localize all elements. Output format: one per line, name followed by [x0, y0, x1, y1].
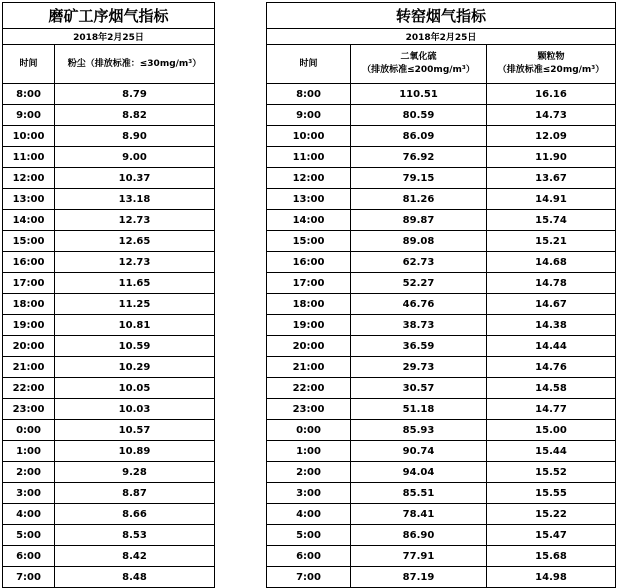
particulate-value-cell: 14.91	[487, 189, 616, 210]
time-cell: 13:00	[3, 189, 55, 210]
particulate-value-cell: 14.78	[487, 273, 616, 294]
particulate-value-cell: 13.67	[487, 168, 616, 189]
dust-value-cell: 11.65	[55, 273, 215, 294]
dust-value-cell: 10.03	[55, 399, 215, 420]
time-cell: 14:00	[267, 210, 351, 231]
time-cell: 4:00	[3, 504, 55, 525]
table-row	[267, 336, 616, 357]
time-cell: 9:00	[267, 105, 351, 126]
dust-value-cell: 13.18	[55, 189, 215, 210]
so2-value-cell: 85.51	[351, 483, 487, 504]
dust-value-cell: 12.73	[55, 210, 215, 231]
time-cell: 2:00	[3, 462, 55, 483]
left-col-header-dust: 粉尘（排放标准：≤30mg/m³）	[55, 45, 215, 84]
table-row	[267, 126, 616, 147]
time-cell: 13:00	[267, 189, 351, 210]
table-row	[3, 105, 215, 126]
dust-value-cell: 8.66	[55, 504, 215, 525]
table-row	[267, 147, 616, 168]
table-row	[3, 525, 215, 546]
particulate-value-cell: 15.47	[487, 525, 616, 546]
time-cell: 6:00	[3, 546, 55, 567]
particulate-value-cell: 15.52	[487, 462, 616, 483]
table-row	[3, 189, 215, 210]
dust-value-cell: 8.48	[55, 567, 215, 588]
time-cell: 14:00	[3, 210, 55, 231]
time-cell: 0:00	[3, 420, 55, 441]
table-row	[3, 546, 215, 567]
right-table-date: 2018年2月25日	[267, 29, 616, 45]
dust-value-cell: 10.81	[55, 315, 215, 336]
time-cell: 5:00	[267, 525, 351, 546]
time-cell: 19:00	[3, 315, 55, 336]
time-cell: 9:00	[3, 105, 55, 126]
particulate-value-cell: 14.44	[487, 336, 616, 357]
particulate-value-cell: 12.09	[487, 126, 616, 147]
table-row	[267, 315, 616, 336]
dust-value-cell: 8.53	[55, 525, 215, 546]
table-row	[3, 210, 215, 231]
time-cell: 16:00	[267, 252, 351, 273]
dust-value-cell: 8.90	[55, 126, 215, 147]
dust-value-cell: 11.25	[55, 294, 215, 315]
dust-value-cell: 10.05	[55, 378, 215, 399]
table-row	[267, 294, 616, 315]
so2-value-cell: 36.59	[351, 336, 487, 357]
table-row	[267, 420, 616, 441]
right-col-header-time: 时间	[267, 45, 351, 84]
time-cell: 17:00	[3, 273, 55, 294]
dust-value-cell: 8.82	[55, 105, 215, 126]
dust-value-cell: 9.28	[55, 462, 215, 483]
right-col-header-so2	[351, 45, 487, 84]
so2-value-cell: 46.76	[351, 294, 487, 315]
time-cell: 21:00	[3, 357, 55, 378]
table-row	[267, 357, 616, 378]
table-row	[267, 231, 616, 252]
time-cell: 10:00	[267, 126, 351, 147]
time-cell: 20:00	[3, 336, 55, 357]
particulate-value-cell: 15.74	[487, 210, 616, 231]
dust-value-cell: 10.57	[55, 420, 215, 441]
particulate-value-cell: 15.44	[487, 441, 616, 462]
table-row	[3, 441, 215, 462]
particulate-value-cell: 16.16	[487, 84, 616, 105]
table-row	[3, 168, 215, 189]
particulate-value-cell: 14.76	[487, 357, 616, 378]
so2-value-cell: 94.04	[351, 462, 487, 483]
table-row	[3, 273, 215, 294]
table-row	[3, 504, 215, 525]
table-row	[3, 462, 215, 483]
table-row	[267, 189, 616, 210]
particulate-value-cell: 11.90	[487, 147, 616, 168]
left-col-header-time: 时间	[3, 45, 55, 84]
particulate-value-cell: 15.22	[487, 504, 616, 525]
time-cell: 10:00	[3, 126, 55, 147]
time-cell: 18:00	[267, 294, 351, 315]
table-row	[267, 525, 616, 546]
left-table-title: 磨矿工序烟气指标	[3, 3, 215, 29]
so2-value-cell: 52.27	[351, 273, 487, 294]
time-cell: 22:00	[267, 378, 351, 399]
particulate-value-cell: 15.55	[487, 483, 616, 504]
grinding-process-flue-gas-table	[2, 2, 215, 588]
right-table-title: 转窑烟气指标	[267, 3, 616, 29]
time-cell: 1:00	[3, 441, 55, 462]
particulate-value-cell: 14.73	[487, 105, 616, 126]
table-row	[3, 567, 215, 588]
so2-value-cell: 30.57	[351, 378, 487, 399]
table-row	[267, 441, 616, 462]
time-cell: 16:00	[3, 252, 55, 273]
so2-value-cell: 86.90	[351, 525, 487, 546]
right-col-header-so2-standard: （排放标准≤200mg/m³）	[362, 65, 475, 75]
so2-value-cell: 51.18	[351, 399, 487, 420]
dust-value-cell: 8.42	[55, 546, 215, 567]
time-cell: 12:00	[3, 168, 55, 189]
rotary-kiln-flue-gas-table	[266, 2, 616, 588]
time-cell: 5:00	[3, 525, 55, 546]
so2-value-cell: 90.74	[351, 441, 487, 462]
so2-value-cell: 86.09	[351, 126, 487, 147]
particulate-value-cell: 14.67	[487, 294, 616, 315]
particulate-value-cell: 15.00	[487, 420, 616, 441]
time-cell: 3:00	[3, 483, 55, 504]
so2-value-cell: 87.19	[351, 567, 487, 588]
dust-value-cell: 9.00	[55, 147, 215, 168]
time-cell: 11:00	[3, 147, 55, 168]
time-cell: 0:00	[267, 420, 351, 441]
time-cell: 19:00	[267, 315, 351, 336]
so2-value-cell: 89.87	[351, 210, 487, 231]
time-cell: 20:00	[267, 336, 351, 357]
so2-value-cell: 76.92	[351, 147, 487, 168]
dust-value-cell: 10.89	[55, 441, 215, 462]
time-cell: 11:00	[267, 147, 351, 168]
time-cell: 23:00	[3, 399, 55, 420]
particulate-value-cell: 14.38	[487, 315, 616, 336]
time-cell: 2:00	[267, 462, 351, 483]
dust-value-cell: 10.29	[55, 357, 215, 378]
dust-value-cell: 10.59	[55, 336, 215, 357]
table-row	[267, 168, 616, 189]
particulate-value-cell: 14.68	[487, 252, 616, 273]
table-row	[267, 567, 616, 588]
so2-value-cell: 89.08	[351, 231, 487, 252]
time-cell: 7:00	[267, 567, 351, 588]
so2-value-cell: 80.59	[351, 105, 487, 126]
time-cell: 8:00	[267, 84, 351, 105]
particulate-value-cell: 15.21	[487, 231, 616, 252]
table-row	[3, 84, 215, 105]
particulate-value-cell: 14.98	[487, 567, 616, 588]
table-row	[267, 483, 616, 504]
time-cell: 8:00	[3, 84, 55, 105]
table-row	[3, 483, 215, 504]
time-cell: 23:00	[267, 399, 351, 420]
so2-value-cell: 110.51	[351, 84, 487, 105]
time-cell: 21:00	[267, 357, 351, 378]
table-row	[3, 252, 215, 273]
time-cell: 17:00	[267, 273, 351, 294]
right-col-header-pm-standard: （排放标准≤20mg/m³）	[497, 65, 605, 75]
table-row	[3, 378, 215, 399]
table-row	[3, 231, 215, 252]
so2-value-cell: 29.73	[351, 357, 487, 378]
table-row	[267, 273, 616, 294]
particulate-value-cell: 14.77	[487, 399, 616, 420]
table-row	[267, 84, 616, 105]
table-row	[267, 546, 616, 567]
table-row	[267, 378, 616, 399]
time-cell: 7:00	[3, 567, 55, 588]
dust-value-cell: 8.79	[55, 84, 215, 105]
time-cell: 12:00	[267, 168, 351, 189]
so2-value-cell: 38.73	[351, 315, 487, 336]
time-cell: 3:00	[267, 483, 351, 504]
right-col-header-pm	[487, 45, 616, 84]
time-cell: 4:00	[267, 504, 351, 525]
dust-value-cell: 10.37	[55, 168, 215, 189]
time-cell: 15:00	[267, 231, 351, 252]
time-cell: 18:00	[3, 294, 55, 315]
table-row	[3, 399, 215, 420]
table-row	[267, 210, 616, 231]
table-row	[267, 252, 616, 273]
so2-value-cell: 78.41	[351, 504, 487, 525]
table-row	[267, 399, 616, 420]
time-cell: 6:00	[267, 546, 351, 567]
table-row	[3, 294, 215, 315]
right-col-header-so2-name: 二氧化硫	[400, 52, 437, 62]
table-row	[3, 147, 215, 168]
table-row	[3, 357, 215, 378]
time-cell: 1:00	[267, 441, 351, 462]
table-row	[3, 315, 215, 336]
dust-value-cell: 12.73	[55, 252, 215, 273]
dust-value-cell: 12.65	[55, 231, 215, 252]
so2-value-cell: 79.15	[351, 168, 487, 189]
particulate-value-cell: 15.68	[487, 546, 616, 567]
table-row	[3, 336, 215, 357]
time-cell: 15:00	[3, 231, 55, 252]
table-row	[267, 105, 616, 126]
table-row	[3, 420, 215, 441]
dust-value-cell: 8.87	[55, 483, 215, 504]
table-row	[267, 504, 616, 525]
so2-value-cell: 81.26	[351, 189, 487, 210]
time-cell: 22:00	[3, 378, 55, 399]
table-row	[267, 462, 616, 483]
table-row	[3, 126, 215, 147]
particulate-value-cell: 14.58	[487, 378, 616, 399]
so2-value-cell: 85.93	[351, 420, 487, 441]
so2-value-cell: 77.91	[351, 546, 487, 567]
so2-value-cell: 62.73	[351, 252, 487, 273]
left-table-date: 2018年2月25日	[3, 29, 215, 45]
right-col-header-pm-name: 颗粒物	[537, 52, 565, 62]
